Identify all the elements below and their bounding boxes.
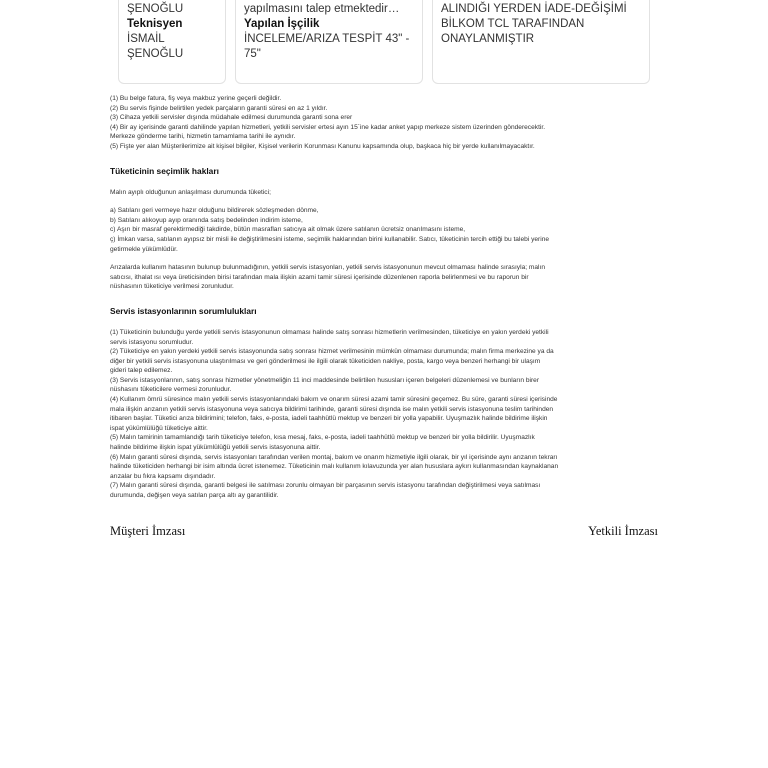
terms-document [110, 94, 658, 501]
list-line: servis istasyonu sorumludur. [110, 338, 194, 346]
list-line: (1) Tüketicinin bulunduğu yerde yetkili servis istasyonunun olmaması halinde satış sonrası hizmetlerin verilmesinden, tüketiciye en yakın yerdeki yetkili [110, 328, 549, 336]
authorized-signature-label: Yetkili İmzası [588, 524, 658, 538]
note-line: (5) Fişte yer alan Müşterilerimize ait kişisel bilgiler, Kişisel verilerin Korunması Kanunu kapsamında olup, başkaca hiç bir yerde kullanılmayacaktır. [110, 142, 535, 150]
note-line: (2) Bu servis fişinde belirtilen yedek parçaların garanti süresi en az 1 yıldır. [110, 104, 328, 112]
list-item: c) Aşırı bir masraf gerektirmediği takdirde, bütün masrafları satıcıya ait olmak üzere satılanın ücretsiz onarılmasını isteme, [110, 226, 466, 234]
info-cards [0, 0, 768, 88]
section-title-service-responsibilities: Servis istasyonlarının sorumlulukları [110, 305, 257, 316]
technician-name: İSMAİL ŞENOĞLU [127, 33, 184, 60]
list-line: (2) Tüketiciye en yakın yerdeki yetkili servis istasyonunda satış sonrası hizmet verilmesinin mümkün olmaması durumunda; malın firma merkezine ya da [110, 348, 554, 356]
list-line: durumunda, değişen veya satılan parça altı ay garantilidir. [110, 492, 279, 499]
result-line-1: ALINDIĞI YERDEN İADE-DEĞİŞİMİ [441, 3, 627, 15]
intro-line: Malın ayıplı olduğunun anlaşılması durumunda tüketici; [110, 188, 271, 196]
note-line: (3) Cihaza yetkili servisler dışında müdahale edilmesi durumunda garanti sona erer [110, 114, 353, 122]
notes-list [110, 94, 658, 152]
consumer-rights-list [110, 206, 658, 254]
technician-card [118, 0, 226, 84]
labor-card [235, 0, 423, 84]
list-line: (5) Malın tamirinin tamamlandığı tarih tüketiciye telefon, kısa mesaj, faks, e-posta, iadeli taahhütlü mektup ve benzeri bir yolla bildirilir. Uyuşmazlık [110, 434, 535, 442]
paragraph-line: nüshasının tüketiciye verilmesi zorunludur. [110, 283, 234, 291]
list-line: ispat yükümlülüğü tüketiciye aittir. [110, 424, 208, 432]
list-line: itibaren başlar. Tüketici arıza bildirimini; telefon, faks, e-posta, iadeli taahhütlü mektup ve benzeri bir yolla yapabilir. Uyuşmazlık halinde bildirime ilişkin [110, 415, 548, 423]
list-line: nüshasını tüketicilere vermesi zorunludur. [110, 386, 232, 394]
list-line: arızalar bu fıkra kapsamı dışındadır. [110, 472, 216, 480]
list-item: getirmekle yükümlüdür. [110, 245, 178, 253]
note-line: (1) Bu belge fatura, fiş veya makbuz yerine geçerli değildir. [110, 95, 282, 102]
list-line: mala ilişkin arızanın yetkili servis istasyonuna veya satıcıya bildirimi tarihinde, garanti süresi dışında ise malın yetkili servis istasyonuna teslim tarihinden [110, 405, 554, 413]
list-line: halinde tüketiciden herhangi bir isim altında ücret istenemez. Tüketicinin malı kullanım kılavuzunda yer alan hususlara aykırı kullanmasından kaynaklanan [110, 463, 559, 471]
list-line: (7) Malın garanti süresi dışında, garanti belgesi ile satılması zorunlu olmayan bir parçasının servis istasyonu tarafından değiştirilmesi veya satılması [110, 482, 541, 490]
customer-signature-label: Müşteri İmzası [110, 524, 186, 538]
labor-label: Yapılan İşçilik [244, 18, 320, 30]
list-line: (4) Kullanım ömrü süresince malın yetkili servis istasyonlarındaki bakım ve onarım süresi azami tamir süresini geçemez. Bu süre, garanti süresi içerisinde [110, 396, 558, 404]
paragraph-line: satıcısı, ithalat ısı veya üreticisinden birisi tarafından mala ilişkin azami tamir süresi içerisinde düzenlenen raporla belirlenmesi ve bu raporun bir [110, 273, 529, 281]
list-line: gideri talep edilemez. [110, 367, 173, 375]
list-item: ç) İmkan varsa, satılanın ayıpsız bir misli ile değiştirilmesini isteme, seçimlik haklarından birini kullanabilir. Satıcı, tüketicinin tercih ettiği bu talebi yerine [110, 235, 550, 243]
consumer-rights-intro [110, 188, 658, 198]
list-line: diğer bir yetkili servis istasyonuna ulaştırılması ve geri gönderilmesi ile ilgili olarak tüketiciden nakliye, posta, kargo veya benzeri herhangi bir ulaşım [110, 357, 541, 365]
list-line: (6) Malın garanti süresi dışında, servis istasyonları tarafından verilen montaj, bakım ve onarım hizmetiyle ilgili olarak, bir yıl içerisinde aynı arızanın tekrarı [110, 453, 558, 461]
list-item: b) Satılanı alıkoyup ayıp oranında satış bedelinden indirim isteme, [110, 216, 303, 224]
list-line: halinde bildirime ilişkin ispat yükümlülüğü yetkili servis istasyonuna aittir. [110, 444, 321, 452]
paragraph-line: Arızalarda kullanım hatasının bulunup bulunmadığının, yetkili servis istasyonları, yetkili servis istasyonunun mevcut olmaması halinde sırasıyla; malın [110, 264, 546, 272]
list-line: (3) Servis istasyonlarının, satış sonrası hizmetler yönetmeliğin 11 inci maddesinde belirtilen hususları içeren belgeleri düzenlemesi ve bunların birer [110, 376, 540, 384]
labor-value-2: 75" [244, 48, 261, 60]
note-line: (4) Bir ay içerisinde garanti dahilinde yapılan hizmetleri, yetkili servisler ertesi ayın 15`ine kadar anket yapıp merkeze sistem üzerinden gönderecektir. [110, 123, 546, 131]
complaint-line-2: yapılmasını talep etmektedir… [244, 3, 400, 15]
faults-paragraph [110, 263, 658, 292]
technician-name-partial: ŞENOĞLU [127, 3, 184, 15]
note-line: Merkeze gönderme tarihi, hizmetin tamamlama tarihi ile aynıdır. [110, 133, 296, 141]
result-line-3: ONAYLANMIŞTIR [441, 33, 535, 45]
service-responsibilities-list [110, 328, 658, 501]
result-card [432, 0, 650, 84]
list-item: a) Satılanı geri vermeye hazır olduğunu bildirerek sözleşmeden dönme, [110, 207, 319, 215]
result-line-2: BİLKOM TCL TARAFINDAN [441, 18, 585, 30]
technician-label: Teknisyen [127, 18, 183, 30]
labor-value-1: İNCELEME/ARIZA TESPİT 43" - [244, 33, 410, 45]
section-title-consumer-rights: Tüketicinin seçimlik hakları [110, 165, 219, 176]
